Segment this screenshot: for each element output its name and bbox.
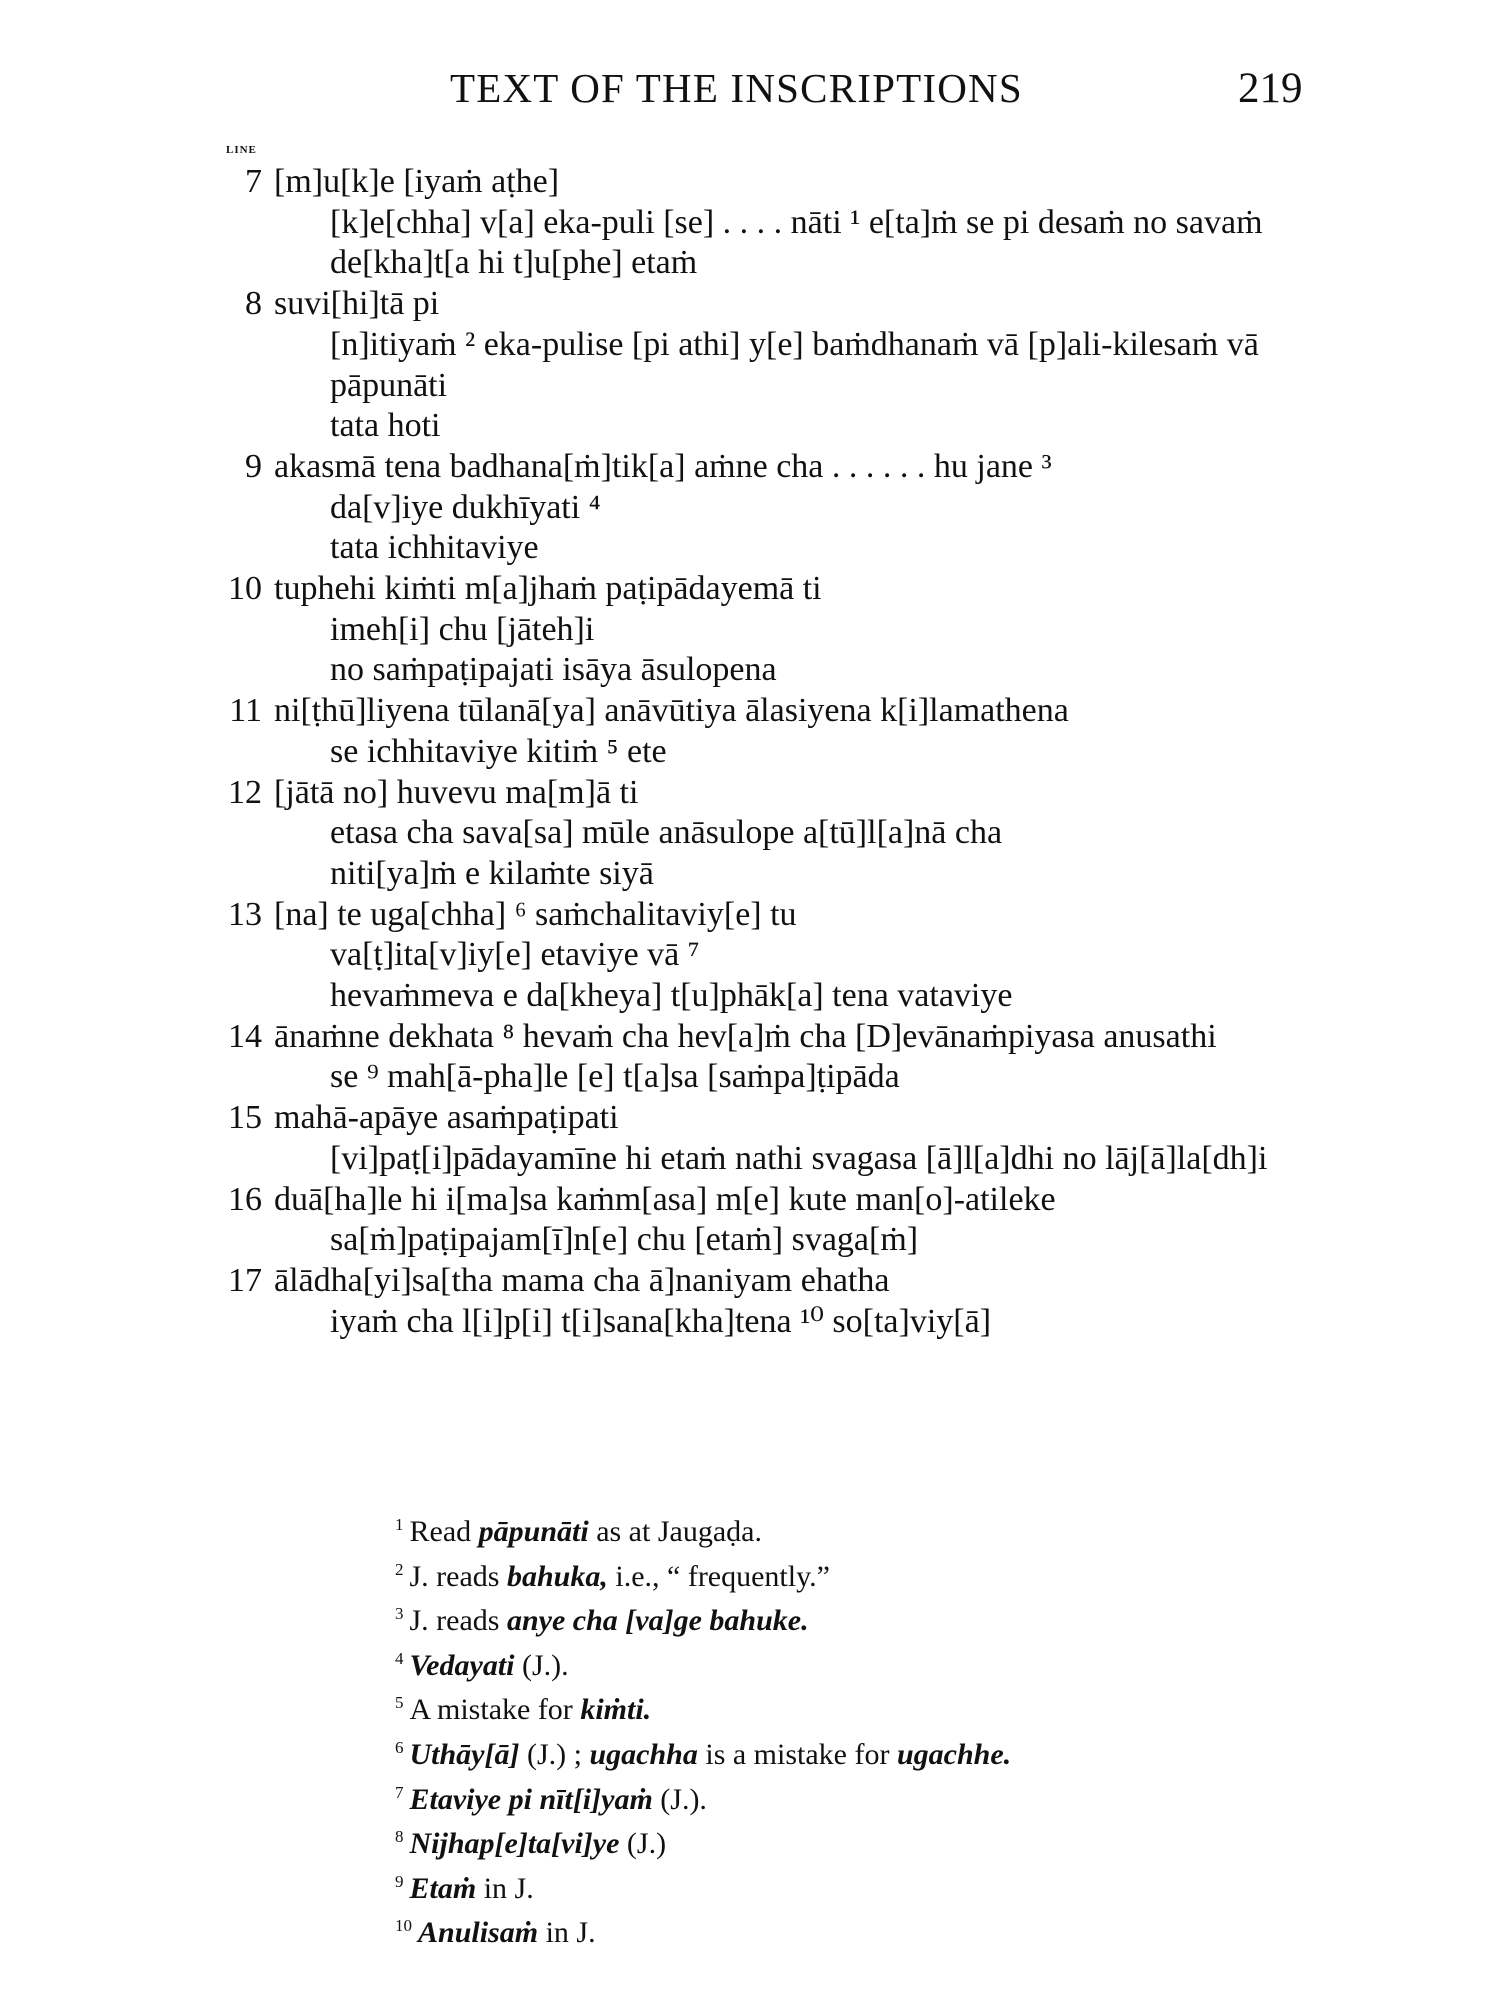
continuation-line: tata hoti: [330, 407, 441, 445]
continuation-line: niti[ya]ṁ e kilaṁte siyā: [330, 854, 654, 892]
line-number: 14: [228, 1017, 262, 1055]
line-text: ānaṁne dekhata ⁸ hevaṁ cha hev[a]ṁ cha [D]evānaṁpiyasa anusathi: [274, 1017, 1217, 1055]
footnote: [395, 1867, 1295, 1912]
continuation-line: imeh[i] chu [jāteh]i: [330, 610, 595, 648]
inscription-line: [210, 895, 1325, 936]
footnote-text: as at Jaugaḍa.: [588, 1515, 762, 1548]
inscription-line: [210, 1261, 1325, 1302]
footnote-text: ugachhe.: [896, 1737, 1012, 1771]
running-head: [0, 64, 1500, 124]
line-text: ālādha[yi]sa[tha mama cha ā]naniyam ehatha: [274, 1261, 890, 1299]
footnote: [395, 1510, 1295, 1555]
inscription-text: [210, 162, 1325, 1342]
line-column-label: LINE: [226, 144, 257, 156]
footnote-text: kiṁti.: [580, 1693, 652, 1727]
line-text: [m]u[k]e [iyaṁ aṭhe]: [274, 163, 560, 200]
continuation-line: de[kha]t[a hi t]u[phe] etaṁ: [330, 244, 698, 282]
footnote-text: Etaviye pi nīt[i]yaṁ: [409, 1782, 653, 1816]
footnote-text: Etaṁ: [409, 1871, 477, 1905]
inscription-line: [210, 284, 1325, 325]
footnote-text: i.e., “ frequently.”: [607, 1559, 830, 1593]
line-text: duā[ha]le hi i[ma]sa kaṁm[asa] m[e] kute man[o]-atileke: [274, 1180, 1056, 1218]
inscription-line: [210, 447, 1325, 488]
line-number: 12: [228, 773, 262, 811]
footnote: [395, 1911, 1295, 1956]
line-text: ni[ṭhū]liyena tūlanā[ya] anāvūtiya ālasiyena k[i]lamathena: [274, 692, 1069, 730]
footnote-text: (J.).: [514, 1648, 569, 1682]
line-text: akasmā tena badhana[ṁ]tik[a] aṁne cha . . . . . . hu jane ³: [274, 447, 1052, 485]
footnote: [395, 1733, 1295, 1778]
continuation-line: hevaṁmeva e da[kheya] t[u]phāk[a] tena vataviye: [330, 977, 1013, 1015]
inscription-line: [210, 773, 1325, 814]
footnote-number: 10: [395, 1916, 412, 1936]
footnote-number: 4: [395, 1648, 404, 1668]
continuation-line: no saṁpaṭipajati isāya āsulopena: [330, 651, 777, 689]
footnote: [395, 1644, 1295, 1689]
footnote-text: Uthāy[ā]: [409, 1737, 520, 1771]
inscription-line: [210, 1098, 1325, 1139]
footnote: [395, 1599, 1295, 1644]
line-text: tuphehi kiṁti m[a]jhaṁ paṭipādayemā ti: [274, 570, 822, 608]
continuation-line: etasa cha sava[sa] mūle anāsulope a[tū]l[a]nā cha: [330, 814, 1003, 852]
footnote-text: is a mistake for: [697, 1737, 897, 1771]
footnote-text: ugachha: [589, 1737, 698, 1771]
footnote-text: J. reads: [409, 1559, 507, 1593]
footnote: [395, 1688, 1295, 1733]
line-number: 8: [245, 285, 262, 323]
footnote-text: A mistake for: [409, 1693, 581, 1727]
continuation-line: [vi]paṭ[i]pādayamīne hi etaṁ nathi svagasa [ā]l[a]dhi no lāj[ā]la[dh]i: [330, 1139, 1268, 1177]
footnote-text: bahuka,: [506, 1559, 608, 1593]
footnote-text: J. reads: [409, 1604, 507, 1638]
inscription-line: [210, 162, 1325, 203]
continuation-line: sa[ṁ]paṭipajam[ī]n[e] chu [etaṁ] svaga[ṁ]: [330, 1221, 919, 1259]
footnote-number: 6: [395, 1737, 404, 1757]
footnotes: [395, 1510, 1295, 1956]
continuation-line: se ⁹ mah[ā-pha]le [e] t[a]sa [saṁpa]ṭipāda: [330, 1058, 900, 1096]
page-number: 219: [1238, 65, 1303, 112]
footnote-number: 3: [395, 1604, 404, 1624]
line-text: [na] te uga[chha] ⁶ saṁchalitaviy[e] tu: [274, 895, 797, 933]
continuation-line: va[ṭ]ita[v]iy[e] etaviye vā ⁷: [330, 936, 700, 974]
line-text: [jātā no] huvevu ma[m]ā ti: [274, 773, 639, 811]
footnote-number: 7: [395, 1782, 404, 1802]
footnote-text: (J.).: [652, 1782, 707, 1816]
line-number: 7: [245, 163, 262, 200]
page-title: TEXT OF THE INSCRIPTIONS: [450, 65, 1023, 111]
line-text: mahā-apāye asaṁpaṭipati: [274, 1099, 619, 1137]
footnote: [395, 1822, 1295, 1867]
footnote-number: 2: [395, 1559, 404, 1579]
line-number: 11: [229, 692, 262, 730]
footnote-number: 9: [395, 1871, 404, 1891]
inscription-line: [210, 691, 1325, 732]
footnote-text: Nijhap[e]ta[vi]ye: [409, 1827, 620, 1861]
line-number: 17: [228, 1261, 262, 1299]
footnote-text: in J.: [538, 1916, 596, 1950]
footnote-number: 1: [395, 1515, 404, 1534]
line-number: 9: [245, 447, 262, 485]
footnote-number: 5: [395, 1693, 404, 1713]
footnote-text: Anulisaṁ: [418, 1916, 539, 1950]
inscription-line: [210, 1017, 1325, 1058]
footnote-text: (J.) ;: [519, 1737, 590, 1771]
continuation-line: se ichhitaviye kitiṁ ⁵ ete: [330, 732, 667, 770]
footnote: [395, 1778, 1295, 1823]
inscription-line: [210, 1180, 1325, 1221]
footnote-text: Vedayati: [409, 1648, 515, 1682]
footnote-text: (J.): [619, 1827, 667, 1861]
continuation-line: [k]e[chha] v[a] eka-puli [se] . . . . nāti ¹ e[ta]ṁ se pi desaṁ no savaṁ: [330, 203, 1263, 241]
footnote-text: pāpunāti: [478, 1515, 589, 1548]
footnote-text: anye cha [va]ge bahuke.: [506, 1604, 809, 1638]
line-number: 16: [228, 1180, 262, 1218]
line-number: 10: [228, 570, 262, 608]
footnote-text: in J.: [476, 1871, 534, 1905]
inscription-line: [210, 569, 1325, 610]
continuation-line: tata ichhitaviye: [330, 529, 539, 567]
footnote: [395, 1555, 1295, 1600]
line-number: 13: [228, 895, 262, 933]
continuation-line: [n]itiyaṁ ² eka-pulise [pi athi] y[e] baṁdhanaṁ vā [p]ali-kilesaṁ vā pāpunāti: [330, 325, 1259, 404]
footnote-text: Read: [409, 1515, 479, 1548]
footnote-number: 8: [395, 1827, 404, 1847]
continuation-line: da[v]iye dukhīyati ⁴: [330, 488, 601, 526]
line-number: 15: [228, 1099, 262, 1137]
continuation-line: iyaṁ cha l[i]p[i] t[i]sana[kha]tena ¹⁰ so[ta]viy[ā]: [330, 1302, 992, 1340]
line-text: suvi[hi]tā pi: [274, 285, 440, 323]
